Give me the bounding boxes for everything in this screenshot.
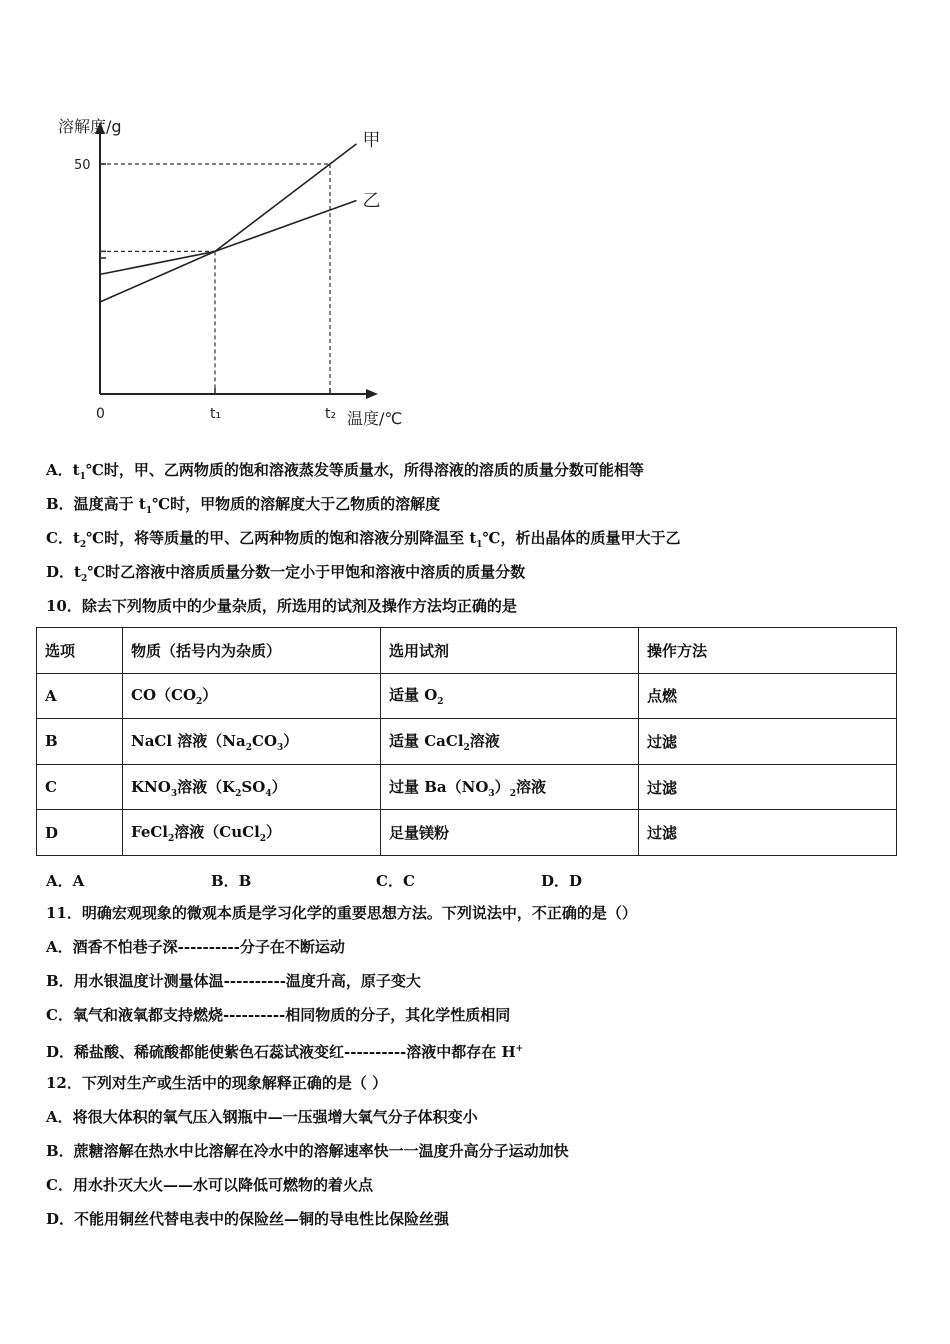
origin-label: 0 [96, 406, 105, 422]
q11-stem: 11．明确宏观现象的微观本质是学习化学的重要思想方法。下列说法中，不正确的是（） [46, 904, 637, 922]
text-segment: ） [271, 777, 287, 796]
subscript: 3 [170, 788, 178, 799]
text-segment: ℃时乙溶液中溶质质量分数一定小于甲饱和溶液中溶质的质量分数 [87, 563, 526, 581]
cell-substance [123, 810, 381, 856]
subscript: 1 [79, 472, 86, 482]
series-label-jia: 甲 [362, 129, 381, 151]
x-tick-label: t₁ [210, 406, 222, 422]
hydrogen-ion-charge: + [515, 1044, 524, 1054]
q9-option-a [46, 460, 644, 487]
text-segment: ） [494, 777, 510, 796]
q10-table [36, 627, 897, 856]
q11-option-a: A．酒香不怕巷子深----------分子在不断运动 [46, 938, 345, 956]
q12-option-d: D．不能用铜丝代替电表中的保险丝—铜的导电性比保险丝强 [46, 1210, 450, 1228]
q10-answer-b: B．B [211, 872, 252, 890]
text-segment: ） [283, 731, 299, 750]
cell-reagent [381, 764, 639, 810]
text-segment: 溶液（CuCl [174, 823, 260, 842]
cell-reagent [381, 810, 639, 856]
text-segment: CO [252, 731, 278, 750]
cell-method: 点燃 [639, 673, 897, 719]
text-segment: 适量 CaCl [389, 731, 464, 750]
subscript: 3 [488, 788, 495, 799]
subscript: 1 [476, 540, 483, 550]
q10-stem: 10．除去下列物质中的少量杂质，所选用的试剂及操作方法均正确的是 [46, 597, 517, 615]
subscript: 2 [259, 834, 267, 845]
text-segment: 足量镁粉 [389, 824, 450, 843]
text-segment: C．t [46, 529, 80, 547]
text-segment: D．t [46, 563, 81, 581]
x-axis-arrow [366, 389, 378, 399]
q11-option-d-text: D．稀盐酸、稀硫酸都能使紫色石蕊试液变红----------溶液中都存在 H [46, 1043, 516, 1061]
header-method: 操作方法 [639, 628, 897, 674]
subscript: 2 [463, 742, 470, 753]
text-segment: 溶液 [469, 731, 500, 750]
q12-option-b: B．蔗糖溶解在热水中比溶解在冷水中的溶解速率快一一温度升高分子运动加快 [46, 1142, 569, 1160]
q12-option-a: A．将很大体积的氧气压入钢瓶中—一压强增大氧气分子体积变小 [46, 1108, 478, 1126]
text-segment: B．温度高于 t [46, 495, 146, 513]
q12-option-c: C．用水扑灭大火——水可以降低可燃物的着火点 [46, 1176, 373, 1194]
subscript: 4 [265, 788, 272, 799]
text-segment: 过量 Ba（NO [389, 777, 489, 796]
table-row [37, 673, 897, 719]
cell-substance [123, 764, 381, 810]
q12-stem: 12．下列对生产或生活中的现象解释正确的是（ ） [46, 1074, 388, 1092]
solubility-chart [40, 110, 420, 440]
subscript: 1 [145, 506, 153, 516]
subscript: 2 [80, 574, 88, 584]
text-segment: ℃时，甲、乙两物质的饱和溶液蒸发等质量水，所得溶液的溶质的质量分数可能相等 [85, 461, 644, 479]
text-segment: NaCl 溶液（Na [131, 731, 246, 750]
q10-answer-c: C．C [376, 872, 415, 890]
q11-option-b: B．用水银温度计测量体温----------温度升高，原子变大 [46, 972, 421, 990]
text-segment: 适量 O [389, 686, 438, 705]
q9-option-b [46, 494, 440, 521]
series-line-yi [100, 200, 356, 274]
subscript: 2 [509, 788, 516, 799]
text-segment: ） [266, 823, 282, 842]
text-segment: ℃时，甲物质的溶解度大于乙物质的溶解度 [152, 495, 441, 513]
q10-answer-a: A．A [46, 872, 85, 890]
cell-substance [123, 673, 381, 719]
text-segment: ℃，析出晶体的质量甲大于乙 [482, 529, 681, 547]
subscript: 2 [79, 540, 87, 550]
q9-option-c [46, 528, 681, 555]
table-row [37, 764, 897, 810]
text-segment: ℃时，将等质量的甲、乙两种物质的饱和溶液分别降温至 t [86, 529, 477, 547]
table-row [37, 810, 897, 856]
subscript: 2 [196, 697, 203, 708]
text-segment: ） [202, 686, 218, 705]
cell-reagent [381, 719, 639, 765]
cell-reagent [381, 673, 639, 719]
cell-substance [123, 719, 381, 765]
x-axis-label: 温度/℃ [347, 409, 403, 428]
text-segment: SO [241, 777, 266, 796]
header-substance: 物质（括号内为杂质） [123, 628, 381, 674]
y-axis-label: 溶解度/g [58, 117, 122, 136]
text-segment: 溶液 [515, 777, 546, 796]
cell-option: D [37, 810, 123, 856]
series-label-yi: 乙 [362, 190, 381, 212]
series-line-jia [100, 144, 356, 302]
cell-method: 过滤 [639, 719, 897, 765]
subscript: 2 [235, 788, 242, 799]
text-segment: FeCl [131, 823, 169, 842]
subscript: 2 [437, 697, 444, 708]
cell-option: A [37, 673, 123, 719]
q11-option-c: C．氧气和液氧都支持燃烧----------相同物质的分子，其化学性质相同 [46, 1006, 511, 1024]
subscript: 3 [277, 742, 284, 753]
text-segment: KNO [131, 777, 171, 796]
cell-option: C [37, 764, 123, 810]
cell-method: 过滤 [639, 764, 897, 810]
table-header-row [37, 628, 897, 674]
cell-option: B [37, 719, 123, 765]
x-tick-label: t₂ [325, 406, 337, 422]
text-segment: 溶液（K [177, 777, 236, 796]
subscript: 2 [245, 742, 252, 753]
y-tick-label: 50 [74, 158, 91, 173]
q9-option-d [46, 562, 525, 589]
text-segment: A．t [46, 461, 80, 479]
q10-answer-d: D．D [541, 872, 583, 890]
q11-option-d [46, 1039, 523, 1062]
header-reagent: 选用试剂 [381, 628, 639, 674]
cell-method: 过滤 [639, 810, 897, 856]
text-segment: CO（CO [131, 686, 197, 705]
subscript: 2 [168, 834, 175, 845]
header-option: 选项 [37, 628, 123, 674]
table-row [37, 719, 897, 765]
